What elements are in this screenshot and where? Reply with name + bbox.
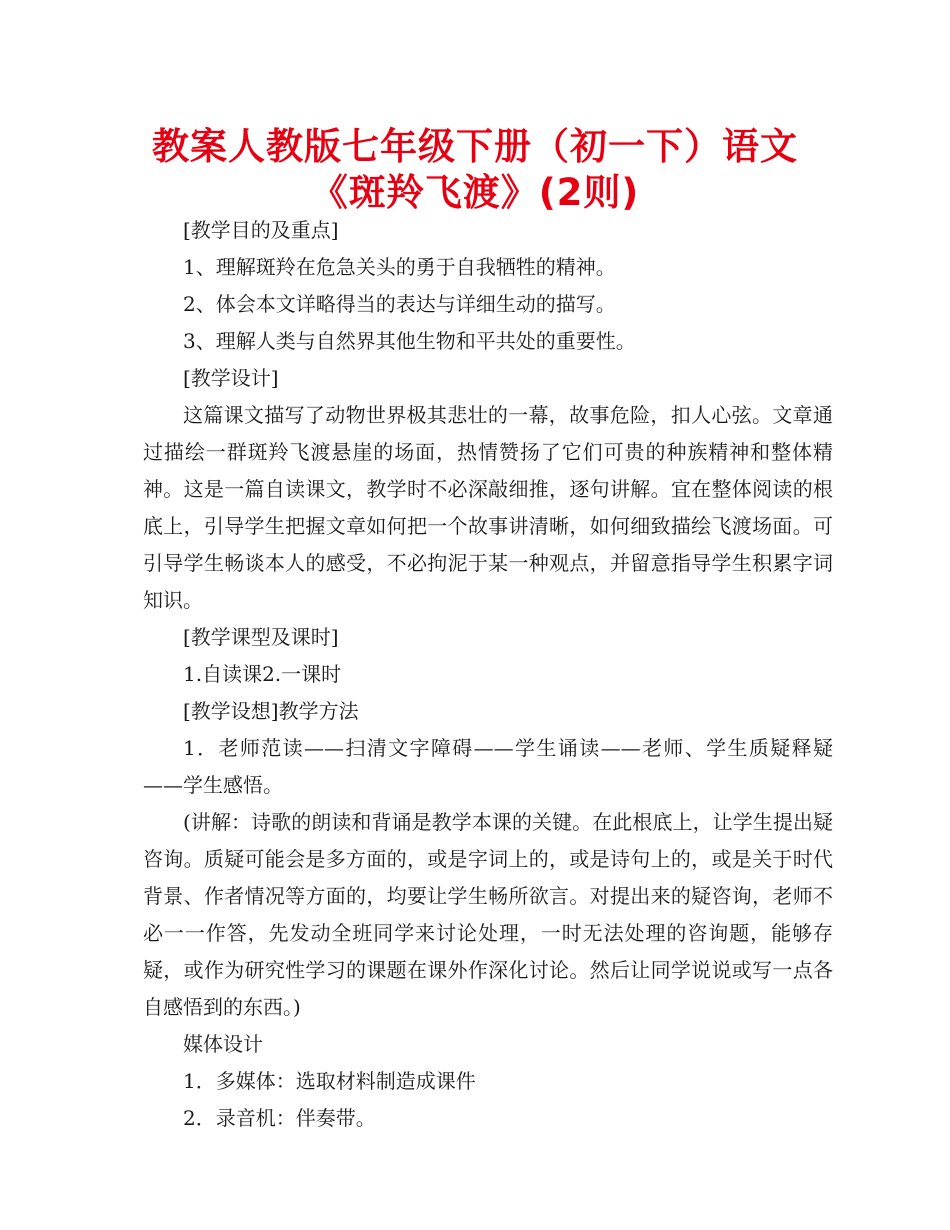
section-heading-design: [教学设计] bbox=[183, 366, 279, 390]
document-title-line-1: 教案人教版七年级下册（初一下）语文 bbox=[152, 125, 798, 168]
method-item-1: 1．老师范读——扫清文字障碍——学生诵读——老师、学生质疑释疑——学生感悟。 bbox=[143, 736, 833, 797]
section-heading-teaching-method: [教学设想]教学方法 bbox=[183, 699, 359, 723]
objective-item-3: 3、理解人类与自然界其他生物和平共处的重要性。 bbox=[183, 329, 636, 353]
section-heading-media: 媒体设计 bbox=[183, 1032, 263, 1056]
media-item-2: 2．录音机：伴奏带。 bbox=[183, 1106, 376, 1130]
objective-item-1: 1、理解斑羚在危急关头的勇于自我牺牲的精神。 bbox=[183, 255, 616, 279]
lesson-type-item: 1.自读课2.一课时 bbox=[183, 662, 342, 686]
section-heading-lesson-type: [教学课型及课时] bbox=[183, 625, 339, 649]
objective-item-2: 2、体会本文详略得当的表达与详细生动的描写。 bbox=[183, 292, 616, 316]
section-heading-objectives: [教学目的及重点] bbox=[183, 218, 339, 242]
document-title-line-2: 《斑羚飞渡》(2则) bbox=[310, 171, 640, 214]
media-item-1: 1．多媒体：选取材料制造成课件 bbox=[183, 1069, 476, 1093]
document-body bbox=[143, 212, 833, 1137]
design-paragraph: 这篇课文描写了动物世界极其悲壮的一幕，故事危险，扣人心弦。文章通过描绘一群斑羚飞渡悬崖的场面，热情赞扬了它们可贵的种族精神和整体精神。这是一篇自读课文，教学时不必深敲细推，逐句讲解。宜在整体阅读的根底上，引导学生把握文章如何把一个故事讲清晰，如何细致描绘飞渡场面。可引导学生畅谈本人的感受，不必拘泥于某一种观点，并留意指导学生积累字词知识。 bbox=[143, 403, 833, 612]
method-explanation-paragraph: (讲解：诗歌的朗读和背诵是教学本课的关键。在此根底上，让学生提出疑咨询。质疑可能会是多方面的，或是字词上的，或是诗句上的，或是关于时代背景、作者情况等方面的，均要让学生畅所欲言。对提出来的疑咨询，老师不必一一作答，先发动全班同学来讨论处理，一时无法处理的咨询题，能够存疑，或作为研究性学习的课题在课外作深化讨论。然后让同学说说或写一点各自感悟到的东西。) bbox=[143, 810, 833, 1019]
